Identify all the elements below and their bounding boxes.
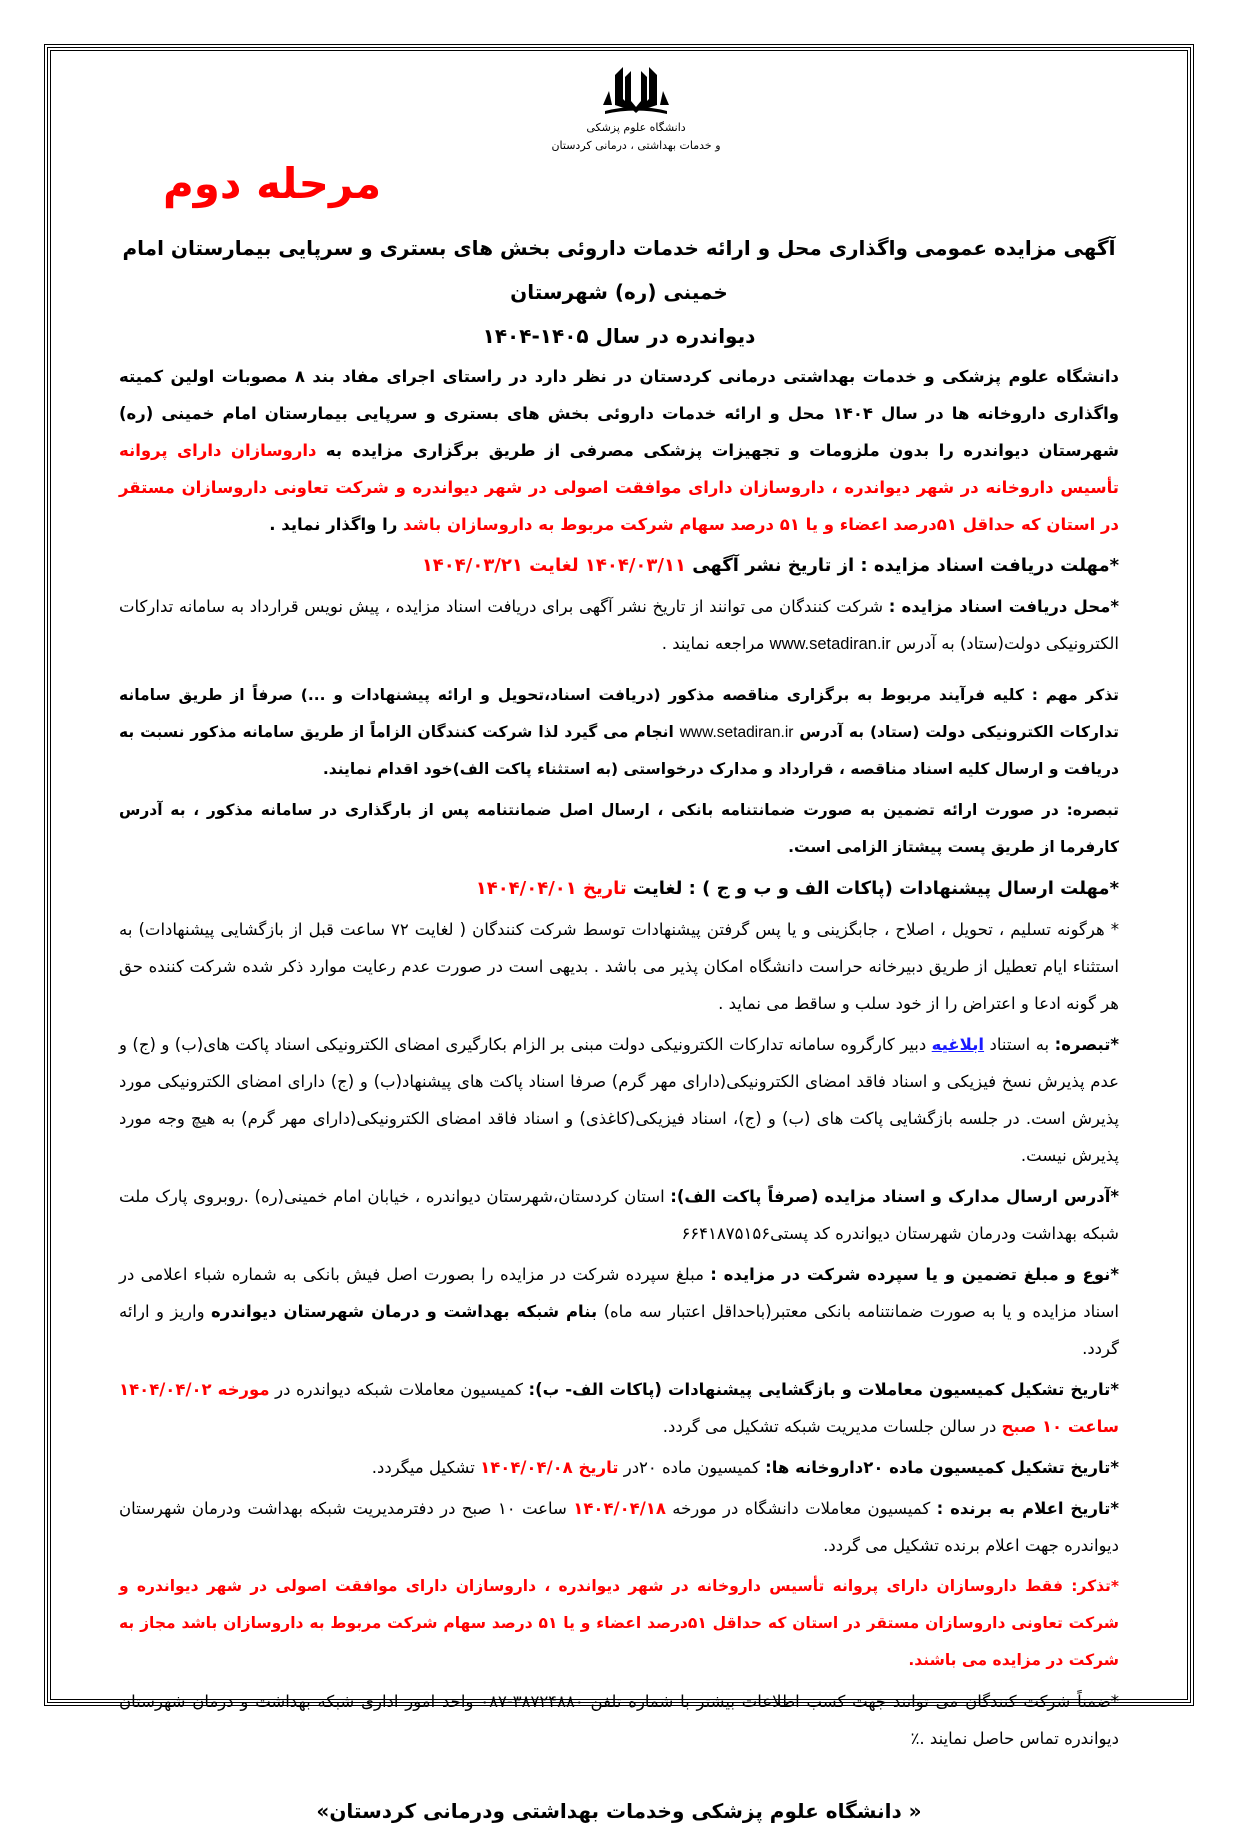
docs-deadline: *مهلت دریافت اسناد مزایده : از تاریخ نشر آگهی ۱۴۰۴/۰۳/۱۱ لغایت ۱۴۰۴/۰۳/۲۱ bbox=[421, 555, 1119, 576]
stage-label: مرحله دوم bbox=[163, 159, 382, 208]
guarantee-note: تبصره: در صورت ارائه تضمین به صورت ضمانتنامه بانکی ، ارسال اصل ضمانتنامه پس از بارگذاری در سامانه مذکور ، به آدرس کارفرما از طریق پست پیشتاز الزامی است. bbox=[119, 801, 1119, 856]
proposal-deadline-date: تاریخ ۱۴۰۴/۰۴/۰۱ bbox=[475, 878, 627, 899]
docs-deadline-dates: ۱۴۰۴/۰۳/۱۱ لغایت ۱۴۰۴/۰۳/۲۱ bbox=[421, 555, 686, 576]
contact-info: *ضمناً شرکت کنندگان می توانند جهت کسب اطلاعات بیشتر با شماره تلفن ۳۸۷۲۴۸۸۰-۰۸۷ واحد امور اداری شبکه بهداشت و درمان شهرستان دیواندره تماس حاصل نمایند .٪ bbox=[119, 1692, 1119, 1748]
winner-date-value: ۱۴۰۴/۰۴/۱۸ bbox=[573, 1499, 666, 1518]
document-frame bbox=[50, 50, 1188, 1823]
header bbox=[51, 51, 1187, 221]
notice-title-line2: دیواندره در سال ۱۴۰۵-۱۴۰۴ bbox=[482, 324, 756, 348]
notice-title bbox=[119, 226, 1119, 358]
logo-caption-line1: دانشگاه علوم پزشکی bbox=[586, 121, 686, 134]
setadiran-link[interactable]: www.setadiran.ir bbox=[769, 635, 891, 653]
winner-announcement: *تاریخ اعلام به برنده : کمیسیون معاملات دانشگاه در مورخه ۱۴۰۴/۰۴/۱۸ ساعت ۱۰ صبح در دفترمدیریت شبکه بهداشت ودرمان شهرستان دیواندره جهت اعلام برنده تشکیل می گردد. bbox=[119, 1499, 1120, 1555]
hospital-name: بیمارستان امام خمینی (ره) شهرستان دیواندره bbox=[119, 404, 1119, 460]
docs-location: *محل دریافت اسناد مزایده : شرکت کنندگان می توانند از تاریخ نشر آگهی برای دریافت اسناد مزایده ، پیش نویس قرارداد به سامانه تدارکات الکترونیکی دولت(ستاد) به آدرس www.setadiran.ir مراجعه نمایند . bbox=[119, 597, 1119, 653]
footer-signature: « دانشگاه علوم پزشکی وخدمات بهداشتی ودرمانی کردستان» bbox=[316, 1799, 922, 1823]
article20-date: *تاریخ تشکیل کمیسیون ماده ۲۰داروخانه ها: کمیسیون ماده ۲۰در تاریخ ۱۴۰۴/۰۴/۰۸ تشکیل میگردد. bbox=[371, 1458, 1119, 1477]
university-logo-icon bbox=[599, 61, 673, 119]
eligible-bidders: داروسازان دارای پروانه تأسیس داروخانه در شهر دیواندره ، داروسازان دارای موافقت اصولی در شهر دیواندره و شرکت تعاونی داروسازان مستقر در استان که حداقل ۵۱درصد اعضاء و یا ۵۱ درصد سهام شرکت مربوط به داروسازان باشد bbox=[119, 441, 1119, 534]
notice-title-line1: آگهی مزایده عمومی واگذاری محل و ارائه خدمات داروئی بخش های بستری و سرپایی بیمارستان امام خمینی (ره) شهرستان bbox=[122, 236, 1116, 304]
directive-link[interactable]: ابلاغیه bbox=[931, 1035, 985, 1054]
setadiran-link-2[interactable]: www.setadiran.ir bbox=[679, 724, 794, 741]
logo-caption-line2: و خدمات بهداشتی ، درمانی کردستان bbox=[551, 139, 721, 152]
submission-rules: * هرگونه تسلیم ، تحویل ، اصلاح ، جابگزینی و یا پس گرفتن پیشنهادات توسط شرکت کنندگان ( لغایت ۷۲ ساعت قبل از بازگشایی پیشنهادات) به استثناء ایام تعطیل از طریق دبیرخانه حراست دانشگاه امکان پذیر می باشد . بدیهی است در صورت عدم رعایت موارد ذکر شده شرکت کننده حق هر گونه ادعا و اعتراض را از خود سلب و ساقط می نماید . bbox=[119, 920, 1119, 1013]
commission-date: *تاریخ تشکیل کمیسیون معاملات و بازگشایی پیشنهادات (پاکات الف- ب): کمیسیون معاملات شبکه دیواندره در مورخه ۱۴۰۴/۰۴/۰۲ ساعت ۱۰ صبح در سالن جلسات مدیریت شبکه تشکیل می گردد. bbox=[119, 1380, 1120, 1436]
notice-body bbox=[119, 226, 1119, 1830]
eligibility-note: *تذکر: فقط داروسازان دارای پروانه تأسیس داروخانه در شهر دیواندره ، داروسازان دارای موافقت اصولی در شهر دیواندره و شرکت تعاونی داروسازان مستقر در استان که حداقل ۵۱درصد اعضاء و یا ۵۱ درصد سهام شرکت مربوط به داروسازان باشد مجاز به شرکت در مزایده می باشند. bbox=[119, 1577, 1119, 1669]
guarantee-type: *نوع و مبلغ تضمین و یا سپرده شرکت در مزایده : مبلغ سپرده شرکت در مزایده را بصورت اصل فیش بانکی به شماره شباء اعلامی در اسناد مزایده و یا به صورت ضمانتنامه بانکی معتبر(باحداقل اعتبار سه ماه) بنام شبکه بهداشت و درمان شهرستان دیواندره واریز و ارائه گردد. bbox=[119, 1265, 1120, 1358]
university-logo-block bbox=[541, 61, 731, 155]
article20-date-value: تاریخ ۱۴۰۴/۰۴/۰۸ bbox=[480, 1458, 619, 1477]
submission-address: *آدرس ارسال مدارک و اسناد مزایده (صرفاً پاکت الف): استان کردستان،شهرستان دیواندره ، خیابان امام خمینی(ره) .روبروی پارک ملت شبکه بهداشت ودرمان شهرستان دیواندره کد پستی۶۶۴۱۸۷۵۱۵۶ bbox=[119, 1187, 1119, 1243]
intro-paragraph: دانشگاه علوم پزشکی و خدمات بهداشتی درمانی کردستان در نظر دارد در راستای اجرای مفاد بند ۸ مصوبات اولین کمیته واگذاری داروخانه ها در سال ۱۴۰۴ محل و ارائه خدمات داروئی بخش های بستری و سرپایی بیمارستان امام خمینی (ره) شهرستان دیواندره را بدون ملزومات و تجهیزات پزشکی مصرفی از طریق برگزاری مزایده به داروسازان دارای پروانه تأسیس داروخانه در شهر دیواندره ، داروسازان دارای موافقت اصولی در شهر دیواندره و شرکت تعاونی داروسازان مستقر در استان که حداقل ۵۱درصد اعضاء و یا ۵۱ درصد سهام شرکت مربوط به داروسازان باشد را واگذار نماید . bbox=[119, 367, 1120, 534]
proposal-deadline: *مهلت ارسال پیشنهادات (پاکات الف و ب و ج ) : لغایت تاریخ ۱۴۰۴/۰۴/۰۱ bbox=[475, 878, 1119, 899]
important-note: تذکر مهم : کلیه فرآیند مربوط به برگزاری مناقصه مذکور (دریافت اسناد،تحویل و ارائه پیشنهادات و ...) صرفاً از طریق سامانه تدارکات الکترونیکی دولت (ستاد) به آدرس www.setadiran.ir انجام می گیرد لذا شرکت کنندگان الزاماً از طریق سامانه مذکور نسبت به دریافت و ارسال کلیه اسناد مناقصه ، قرارداد و مدارک درخواستی (به استثناء پاکت الف)خود اقدام نمایند. bbox=[119, 686, 1120, 778]
esign-note: *تبصره: به استناد ابلاغیه دبیر کارگروه سامانه تدارکات الکترونیکی دولت مبنی بر الزام بکارگیری امضای الکترونیکی اسناد پاکت های(ب) و (ج) و عدم پذیرش نسخ فیزیکی و اسناد فاقد امضای الکترونیکی(دارای مهر گرم) صرفا اسناد پاکت های پیشنهاد(ب) و (ج) دارای امضای الکترونیکی مورد پذیرش است. در جلسه بازگشایی پاکت های (ب) و (ج)، اسناد فیزیکی(کاغذی) و اسناد فاقد امضای الکترونیکی(دارای مهر گرم) به هیچ وجه مورد پذیرش نیست. bbox=[119, 1035, 1120, 1165]
commission-date-value: مورخه ۱۴۰۴/۰۴/۰۲ ساعت ۱۰ صبح bbox=[119, 1380, 1119, 1436]
